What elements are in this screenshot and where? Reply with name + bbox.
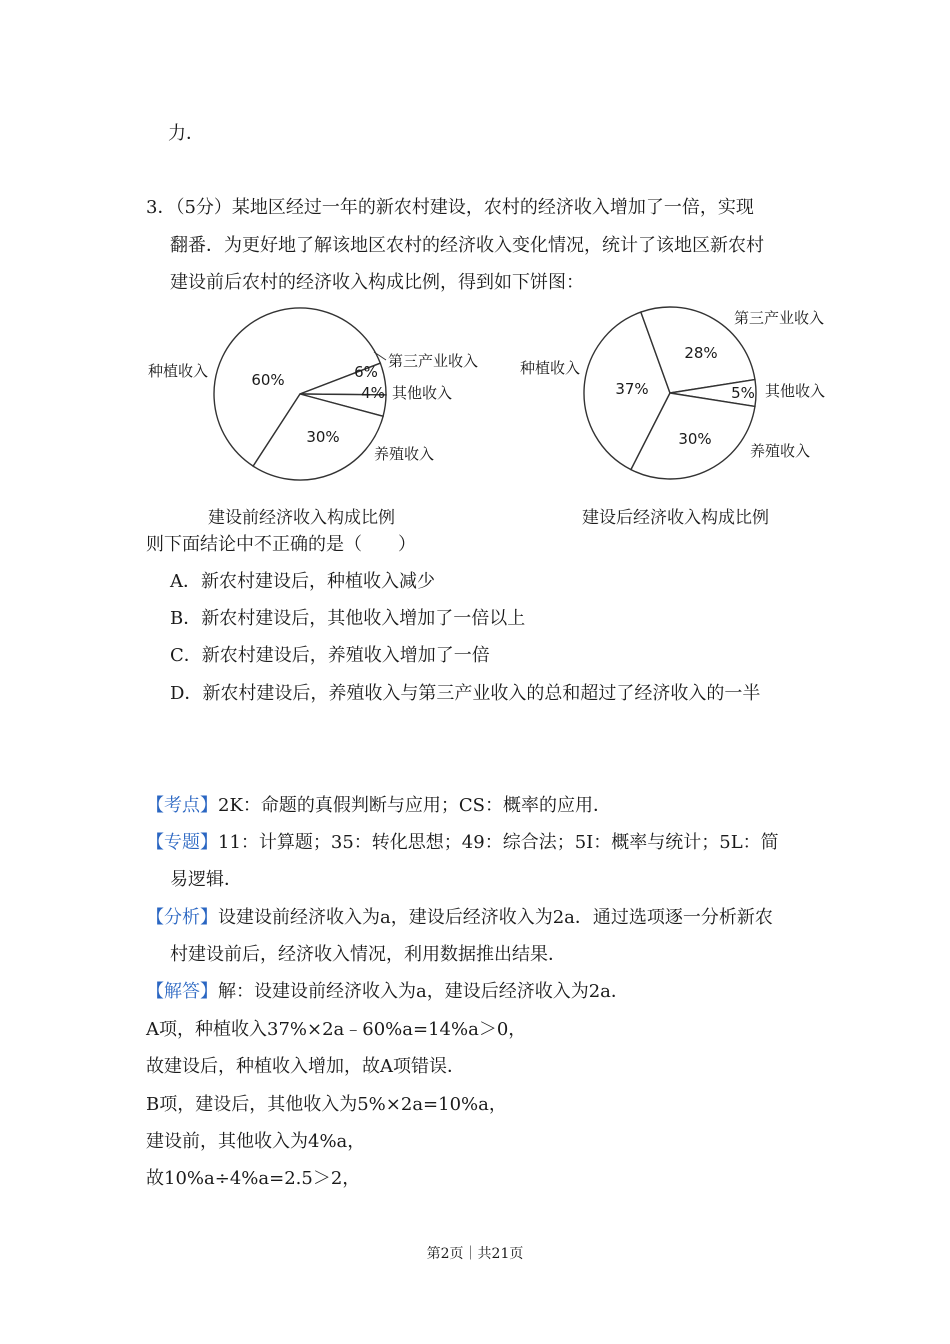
pie-chart-after bbox=[520, 307, 825, 479]
solution-line-4: 建设前，其他收入为4%a， bbox=[146, 1131, 366, 1152]
option-a-letter: A． bbox=[170, 571, 201, 592]
option-a bbox=[170, 570, 435, 594]
page-footer: 第2页｜共21页 bbox=[426, 1246, 524, 1262]
kaodian-line bbox=[146, 794, 611, 818]
solution-line-5: 故10%a÷4%a=2.5＞2， bbox=[146, 1168, 361, 1189]
jieda-tag: 【解答】 bbox=[146, 981, 218, 1002]
option-b-text: 新农村建设后，其他收入增加了一倍以上 bbox=[201, 608, 526, 629]
option-a-text: 新农村建设后，种植收入减少 bbox=[201, 571, 435, 592]
zhuanti-text-1: 11：计算题；35：转化思想；49：综合法；5I：概率与统计；5L：简 bbox=[218, 832, 779, 853]
option-b bbox=[170, 607, 525, 631]
pie-chart-before bbox=[148, 308, 478, 480]
jieda-text: 解：设建设前经济收入为a，建设后经济收入为2a． bbox=[218, 981, 629, 1002]
option-d bbox=[170, 682, 760, 706]
option-b-letter: B． bbox=[170, 608, 202, 629]
pie-before-category-label-breeding: 养殖收入 bbox=[374, 445, 435, 463]
option-d-text: 新农村建设后，养殖收入与第三产业收入的总和超过了经济收入的一半 bbox=[202, 683, 761, 704]
question-prompt: 则下面结论中不正确的是（ ） bbox=[146, 534, 416, 555]
pie-before-value-label-other: 4% bbox=[361, 384, 385, 402]
fenxi-line-2: 村建设前后，经济收入情况，利用数据推出结果． bbox=[170, 944, 566, 965]
pie-after-category-label-breeding: 养殖收入 bbox=[750, 442, 811, 460]
kaodian-text: 2K：命题的真假判断与应用；CS：概率的应用． bbox=[218, 795, 612, 816]
pie-after-category-label-planting: 种植收入 bbox=[520, 359, 581, 377]
fenxi-text-1: 设建设前经济收入为a，建设后经济收入为2a．通过选项逐一分析新农 bbox=[218, 907, 773, 928]
solution-line-3: B项，建设后，其他收入为5%×2a=10%a， bbox=[146, 1094, 507, 1115]
pie-before-value-label-tertiary: 6% bbox=[354, 363, 378, 381]
zhuanti-tag: 【专题】 bbox=[146, 832, 218, 853]
option-c-text: 新农村建设后，养殖收入增加了一倍 bbox=[201, 645, 490, 666]
question-number: 3． bbox=[146, 197, 176, 218]
question-score: （5分） bbox=[175, 197, 232, 218]
solution-line-1: A项，种植收入37%×2a﹣60%a=14%a＞0， bbox=[146, 1019, 527, 1040]
pie-after-value-label-tertiary: 28% bbox=[684, 344, 718, 362]
solution-line-2: 故建设后，种植收入增加，故A项错误． bbox=[146, 1056, 465, 1077]
pie-after-category-label-tertiary: 第三产业收入 bbox=[734, 309, 825, 327]
option-d-letter: D． bbox=[170, 683, 203, 704]
pie-after-value-label-other: 5% bbox=[731, 384, 755, 402]
pie-before-value-label-breeding: 30% bbox=[306, 428, 340, 446]
question-text-1: 某地区经过一年的新农村建设，农村的经济收入增加了一倍，实现 bbox=[231, 197, 754, 218]
kaodian-tag: 【考点】 bbox=[146, 795, 218, 816]
option-c-letter: C． bbox=[170, 645, 202, 666]
pie-before-category-label-tertiary: 第三产业收入 bbox=[388, 352, 479, 370]
pie-before-category-label-planting: 种植收入 bbox=[148, 362, 209, 380]
option-c bbox=[170, 644, 490, 668]
fenxi-tag: 【分析】 bbox=[146, 907, 218, 928]
zhuanti-line-1 bbox=[146, 831, 779, 855]
pie-before-category-label-other: 其他收入 bbox=[392, 384, 453, 402]
top-fragment: 力． bbox=[168, 123, 204, 144]
zhuanti-line-2: 易逻辑． bbox=[170, 869, 242, 890]
jieda-line bbox=[146, 980, 629, 1004]
pie-after-value-label-planting: 37% bbox=[615, 380, 649, 398]
question-line-2: 翻番．为更好地了解该地区农村的经济收入变化情况，统计了该地区新农村 bbox=[170, 235, 764, 256]
pie-before-value-label-planting: 60% bbox=[251, 371, 285, 389]
pie-chart-before-title: 建设前经济收入构成比例 bbox=[208, 508, 395, 528]
pie-after-value-label-breeding: 30% bbox=[678, 430, 712, 448]
fenxi-line-1 bbox=[146, 906, 773, 930]
pie-chart-after-title: 建设后经济收入构成比例 bbox=[582, 508, 769, 528]
question-line-3: 建设前后农村的经济收入构成比例，得到如下饼图： bbox=[170, 272, 584, 293]
pie-after-category-label-other: 其他收入 bbox=[765, 382, 826, 400]
